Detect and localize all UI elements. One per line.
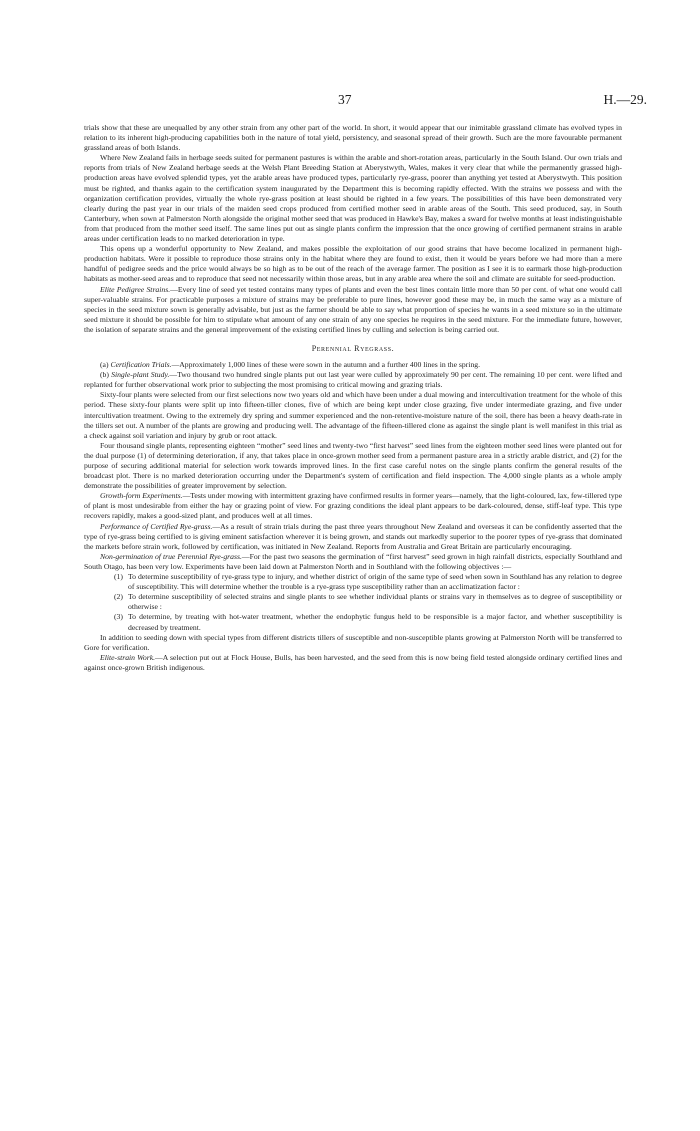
list-item — [84, 612, 622, 632]
page-number: 37 — [338, 92, 352, 107]
certification-trials-label: (a) — [100, 360, 111, 370]
section-heading: Perennial Ryegrass. — [311, 343, 395, 353]
paragraph-elite-pedigree — [84, 285, 622, 335]
page-header — [0, 92, 700, 112]
paragraph-four-thousand-plants: Four thousand single plants, representing eighteen “mother” seed lines and twenty-two “first harvest” seed lines from the eighteen mother seed lines were planted out for the dual purpose (1) of determining deterioration, if any, that takes place in once-grown mother seed from a permanent pasture area in a strictly arable district, and (2) for the purpose of securing additional material for selection work towards improved lines. In the first case careful notes on the single plants confirm the general results of the broadcast plot. There is no marked deterioration occurring under the Department's system of certification and field inspection. The 4,000 single plants as a whole amply demonstrate the possibilities of greater improvement by selection. — [84, 440, 622, 491]
paragraph-addition: In addition to seeding down with special types from different districts tillers of susceptible and non-susceptible plants growing at Palmerston North will be transferred to Gore for verification. — [84, 632, 622, 652]
paragraph-certification-trials — [84, 360, 622, 370]
growth-form-text: —Tests under mowing with intermittent grazing have confirmed results in former years—namely, that the light-coloured, lax, few-tillered type of plant is most undesirable from either the hay or grazing point of view. For grazing conditions the ideal plant appears to be dark-coloured, dense, stiff-leaf type. This type recovers rapidly, makes a good-sized plant, and produces well at all times. — [84, 491, 622, 521]
objectives-list — [84, 572, 622, 633]
paragraph-non-germination — [84, 552, 622, 572]
single-plant-study-title: Single-plant Study. — [111, 370, 170, 380]
paragraph-growth-form — [84, 491, 622, 521]
paragraph-sixty-four-plants: Sixty-four plants were selected from our first selections now two years old and which have been under a dual mowing and intercultivation treatment for the whole of this period. These sixty-four plants were split up into fifteen-tiller clones, five of which are being kept under close grazing, five under intermediate grazing, and five under intercultivation treatment. Owing to the extremely dry spring and summer experienced and the non-retentive-moisture nature of the soil, there has been a heavy death-rate in the tillers set out. A number of the plants are growing and producing well. The advantage of the fifteen-tillered clone as against the single plant is well manifest in this trial as a check against soil variation and injury by grub or root attack. — [84, 390, 622, 440]
paragraph-performance — [84, 522, 622, 552]
paragraph-elite-strain — [84, 653, 622, 673]
body-text — [84, 123, 622, 673]
list-item-number: (3) — [114, 612, 123, 622]
list-item-text: To determine, by treating with hot-water treatment, whether the endophytic fungus held to be responsible is a major factor, and whether susceptibility is decreased by treatment. — [128, 612, 622, 632]
elite-pedigree-text: —Every line of seed yet tested contains many types of plants and even the best lines contain little more than 50 per cent. of what one would call super-valuable strains. For practicable purposes a mixture of strains may be preferable to pure lines, however good these may be, in much the same way as a mixture of species in the seed mixture sown is generally advisable, but just as the farmer should be able to say what proportion of species he wants in a seed mixture so in the ultimate seed mixture it should be possible for him to stipulate what amount of any one strain of any one species he requires in the seed mixture. For the immediate future, however, the isolation of separate strains and the general improvement of the existing certified lines by culling and selection is being carried out. — [84, 284, 622, 334]
certification-trials-text: —Approximately 1,000 lines of these were sown in the autumn and a further 400 lines in the spring. — [171, 360, 481, 370]
list-item — [84, 572, 622, 592]
document-reference: H.—29. — [603, 92, 647, 107]
certification-trials-title: Certification Trials. — [110, 360, 172, 370]
list-item-text: To determine susceptibility of rye-grass type to injury, and whether district of origin of the same type of seed when sown in Southland has any relation to degree of susceptibility. This will determine whether the trouble is a rye-grass type susceptibility rather than an acclimatization factor : — [128, 572, 622, 592]
list-item-text: To determine susceptibility of selected strains and single plants to see whether individual plants or strains vary in themselves as to degree of susceptibility or otherwise : — [128, 592, 622, 612]
elite-pedigree-title: Elite Pedigree Strains. — [100, 284, 171, 294]
single-plant-study-label: (b) — [100, 370, 112, 380]
growth-form-title: Growth-form Experiments. — [100, 491, 183, 501]
paragraph-single-plant-study — [84, 370, 622, 390]
paragraph-3: This opens up a wonderful opportunity to New Zealand, and makes possible the exploitation of our good strains that have become localized in permanent high-production habitats. Were it possible to reproduce those strains only in the habitat where they are found to exist, then it would be years before we had more than a mere handful of pedigree seeds and the price would always be so high as to be out of the reach of the average farmer. The position as I see it is to earmark those high-production habitats as mother-seed areas and to reproduce that seed not necessarily within those areas, but in any arable area where the soil and climate are suitable for seed-production. — [84, 244, 622, 284]
list-item-number: (1) — [114, 572, 123, 582]
paragraph-2: Where New Zealand fails in herbage seeds suited for permanent pastures is within the arable and short-rotation areas, particularly in the South Island. Our own trials and reports from trials of New Zealand herbage seeds at the Welsh Plant Breeding Station at Aberystwyth, Wales, makes it very clear that while the permanently grassed high-production areas have evolved splendid types, yet the arable areas have produced types, particularly rye-grass, poorer than anything yet tested at Aberystwyth. This position must be righted, and thanks again to the certification system inaugurated by the Department this is becoming rapidly effected. With the strains we possess and with the organization certification provides, virtually the whole rye-grass position at least should be righted in a few years. The possibilities of this have been demonstrated very clearly during the past year in our trials of the maiden seed crops produced from certified mother seed in arable areas of the South. This seed produced, say, in South Canterbury, when sown at Palmerston North alongside the original mother seed that was produced in Hawke's Bay, makes a sward for twelve months at least indistinguishable from that produced from the mother seed itself. The same lines put out as single plants confirm the impression that the once growing of certified permanent strains in arable areas under certification leads to no marked deterioration in type. — [84, 153, 622, 244]
performance-title: Performance of Certified Rye-grass. — [100, 521, 213, 531]
performance-text: —As a result of strain trials during the past three years throughout New Zealand and overseas it can be confidently asserted that the type of rye-grass being certified to is giving eminent satisfaction wherever it is being grown, and stands out markedly superior to the poorer types of rye-grass that dominated the markets before strain work, followed by certification, was initiated in New Zealand. Reports from Australia and Great Britain are particularly encouraging. — [84, 521, 622, 551]
non-germination-title: Non-germination of true Perennial Rye-grass. — [100, 551, 242, 561]
non-germination-text: —For the past two seasons the germination of “first harvest” seed grown in high rainfall districts, especially Southland and South Otago, has been very low. Experiments have been laid down at Palmerston North and in Southland with the following objectives :— — [84, 551, 623, 571]
single-plant-study-text: —Two thousand two hundred single plants put out last year were culled by approximately 90 per cent. The remaining 10 per cent. were lifted and replanted for further observational work prior to subjecting the most promising to critical mowing and grazing trials. — [84, 370, 622, 390]
elite-strain-title: Elite-strain Work. — [100, 652, 156, 662]
list-item-number: (2) — [114, 592, 123, 602]
elite-strain-text: —A selection put out at Flock House, Bulls, has been harvested, and the seed from this is now being field tested alongside ordinary certified lines and against once-grown British indigenous. — [84, 652, 622, 672]
list-item — [84, 592, 622, 612]
paragraph-1: trials show that these are unequalled by any other strain from any other part of the world. In short, it would appear that our inimitable grassland climate has evolved types in relation to its inherent high-producing capabilities both in the nature of total yield, persistency, and seasonal spread of their growth. Such are the more favourable permanent grassland areas of both Islands. — [84, 123, 622, 153]
